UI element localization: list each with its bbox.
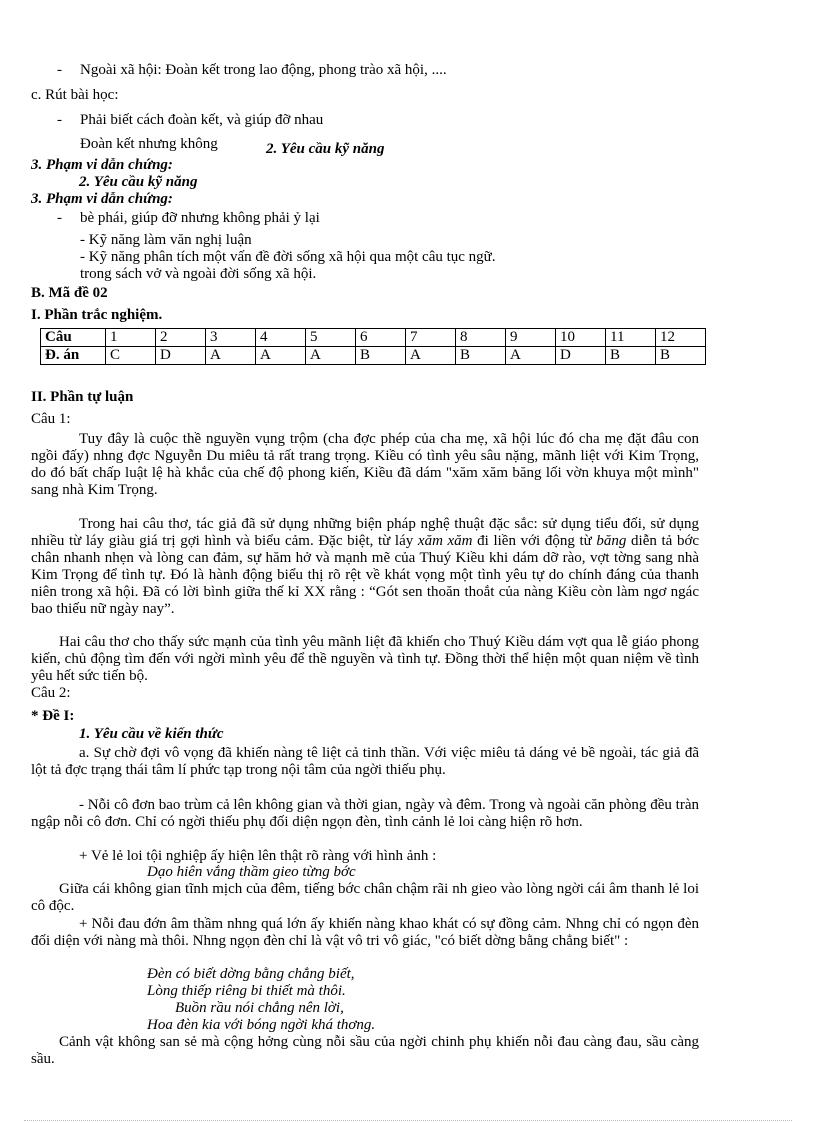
- table-cell: 7: [406, 329, 456, 347]
- overlap-heading: 2. Yêu cầu kỹ năng: [79, 174, 198, 190]
- subheading: * Đề I:: [31, 708, 75, 724]
- italic-word: băng: [596, 533, 627, 549]
- page-bottom-divider: [24, 1120, 792, 1121]
- section-heading: I. Phần trắc nghiệm.: [31, 307, 163, 323]
- table-cell: 9: [506, 329, 556, 347]
- table-cell: 5: [306, 329, 356, 347]
- essay-paragraph: [31, 516, 699, 618]
- table-cell: 6: [356, 329, 406, 347]
- text-line: Phải biết cách đoàn kết, và giúp đỡ nhau: [80, 112, 324, 128]
- table-cell: A: [256, 347, 306, 365]
- table-cell: 2: [156, 329, 206, 347]
- table-cell: 11: [606, 329, 656, 347]
- table-cell: 8: [456, 329, 506, 347]
- overlap-heading: 2. Yêu cầu kỹ năng: [266, 141, 385, 157]
- overlap-heading: 3. Phạm vi dẫn chứng:: [31, 191, 173, 207]
- paragraph-text: - Nỗi cô đơn bao trùm cả lên không gian và thời gian, ngày và đêm. Trong và ngoài căn phòng đều tràn ngập nỗi cô đơn. Chỉ có ngời thiếu phụ đối diện ngọn đèn, tình cảnh lẻ loi càng hiện rõ hơn.: [31, 797, 699, 830]
- table-cell: A: [506, 347, 556, 365]
- text-line: + Vẻ lẻ loi tội nghiệp ấy hiện lên thật rõ ràng với hình ảnh :: [79, 848, 437, 864]
- section-heading: II. Phần tự luận: [31, 389, 134, 405]
- table-cell: 12: [656, 329, 706, 347]
- verse-line: Lòng thiếp riêng bi thiết mà thôi.: [147, 983, 346, 999]
- text-line: Đoàn kết nhưng không: [80, 136, 218, 152]
- table-cell: A: [206, 347, 256, 365]
- question-label: Câu 2:: [31, 685, 71, 701]
- italic-word: xăm xăm: [417, 533, 473, 549]
- essay-paragraph: [31, 881, 699, 915]
- essay-paragraph: [31, 431, 699, 499]
- table-cell: B: [656, 347, 706, 365]
- question-label: Câu 1:: [31, 411, 71, 427]
- answer-table: [40, 328, 706, 365]
- subheading: 1. Yêu cầu về kiến thức: [79, 726, 224, 742]
- essay-paragraph: [31, 916, 699, 950]
- table-cell: 10: [556, 329, 606, 347]
- list-dash: -: [57, 112, 62, 128]
- verse-line: Dạo hiên vắng thầm gieo từng bớc: [147, 864, 356, 880]
- subheading: c. Rút bài học:: [31, 87, 119, 103]
- table-cell: B: [356, 347, 406, 365]
- table-cell: 3: [206, 329, 256, 347]
- essay-paragraph: [31, 1034, 699, 1068]
- table-row: [41, 329, 706, 347]
- essay-paragraph: [31, 634, 699, 685]
- paragraph-text: Cảnh vật không san sẻ mà cộng hởng cùng nỗi sầu của ngời chinh phụ khiến nỗi đau càng đau, sầu càng sầu.: [31, 1034, 699, 1067]
- table-cell: B: [456, 347, 506, 365]
- text-line: - Kỹ năng phân tích một vấn đề đời sống xã hội qua một câu tục ngữ.: [80, 249, 496, 265]
- essay-paragraph: [31, 745, 699, 779]
- section-heading: B. Mã đề 02: [31, 285, 108, 301]
- list-dash: -: [57, 210, 62, 226]
- table-cell: C: [106, 347, 156, 365]
- paragraph-text: Giữa cái không gian tĩnh mịch của đêm, tiếng bớc chân chậm rãi nh gieo vào lòng ngời cái âm thanh lẻ loi cô độc.: [31, 881, 699, 914]
- table-cell: D: [156, 347, 206, 365]
- paragraph-text: Trong hai câu thơ, tác giả đã sử dụng những biện pháp nghệ thuật đặc sắc: sử dụng tiểu đối, sử dụng nhiều từ láy giàu giá trị gợi hình và biểu cảm. Đặc biệt, từ láy xăm xăm đi liền với động từ băng diễn tả bớc chân nhanh nhẹn và lòng can đảm, sự hăm hở và mạnh mẽ của Thuý Kiều khi dám dỡ rào, vợt tờng sang nhà Kim Trọng để tình tự. Đó là hành động biểu thị rõ rệt về khát vọng một tình yêu tự do chính đáng của thanh niên trong xã hội. Đã có lời bình giữa thế kỉ XX rằng : “Gót sen thoăn thoắt của nàng Kiều còn làm ngơ ngác bao thiếu nữ ngày nay”.: [31, 516, 700, 617]
- overlap-heading: 3. Phạm vi dẫn chứng:: [31, 157, 173, 173]
- table-header-cell: Đ. án: [41, 347, 106, 365]
- table-cell: A: [406, 347, 456, 365]
- table-cell: D: [556, 347, 606, 365]
- text-line: Ngoài xã hội: Đoàn kết trong lao động, phong trào xã hội, ....: [80, 62, 447, 78]
- table-cell: 1: [106, 329, 156, 347]
- table-cell: B: [606, 347, 656, 365]
- verse-line: Hoa đèn kia với bóng ngời khá thơng.: [147, 1017, 376, 1033]
- verse-line: Buồn rầu nói chẳng nên lời,: [175, 1000, 344, 1016]
- text-line: bè phái, giúp đỡ nhưng không phải ỷ lại: [80, 210, 320, 226]
- text-line: trong sách vở và ngoài đời sống xã hội.: [80, 266, 317, 282]
- paragraph-text: + Nỗi đau đớn âm thầm nhng quá lớn ấy khiến nàng khao khát có sự đồng cảm. Nhng chỉ có ngọn đèn đối diện với nàng mà thôi. Nhng ngọn đèn chỉ là vật vô tri vô giác, "có biết dờng bằng chẳng biết" :: [31, 916, 699, 949]
- paragraph-text: a. Sự chờ đợi vô vọng đã khiến nàng tê liệt cả tinh thần. Với việc miêu tả dáng vẻ bề ngoài, tác giả đã lột tả đợc trạng thái tâm lí phức tạp trong nội tâm của ngời thiếu phụ.: [31, 745, 699, 778]
- table-row: [41, 347, 706, 365]
- table-header-cell: Câu: [41, 329, 106, 347]
- essay-paragraph: [31, 797, 699, 831]
- list-dash: -: [57, 62, 62, 78]
- paragraph-text: Hai câu thơ cho thấy sức mạnh của tình yêu mãnh liệt đã khiến cho Thuý Kiều dám vợt qua lễ giáo phong kiến, chủ động tìm đến với ngời mình yêu để thề nguyền và tình tự. Đồng thời thể hiện một quan niệm về tình yêu hết sức tiến bộ.: [31, 634, 699, 684]
- table-cell: A: [306, 347, 356, 365]
- paragraph-text: Tuy đây là cuộc thề nguyền vụng trộm (cha đợc phép của cha mẹ, xã hội lúc đó cha mẹ đặt đâu con ngồi đấy) nhng đợc Nguyễn Du miêu tả rất trang trọng. Kiều có tình yêu sâu nặng, mãnh liệt với Kim Trọng, do đó bất chấp luật lệ hà khắc của chế độ phong kiến, Kiều đã dám "xăm xăm băng lối vờn khuya một mình" sang nhà Kim Trọng.: [31, 431, 699, 498]
- text-line: - Kỹ năng làm văn nghị luận: [80, 232, 252, 248]
- table-cell: 4: [256, 329, 306, 347]
- verse-line: Đèn có biết dờng bằng chẳng biết,: [147, 966, 355, 982]
